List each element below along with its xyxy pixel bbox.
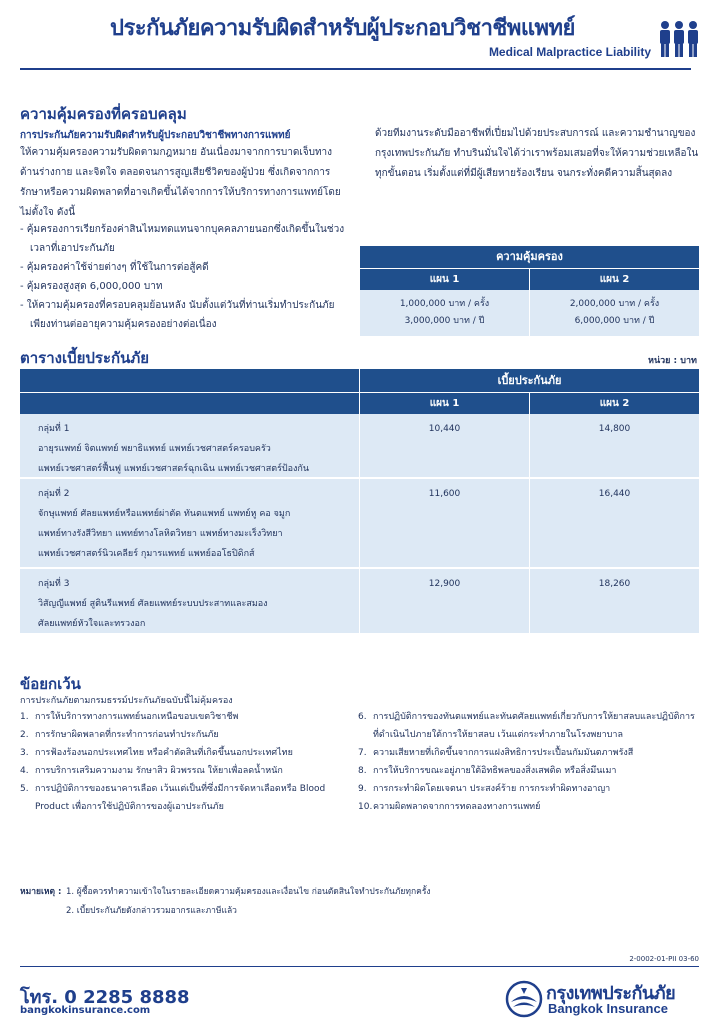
list-item-number: 7. (358, 748, 367, 758)
premium-group-description (20, 414, 359, 477)
exclusions-intro: การประกันภัยตามกรมธรรม์ประกันภัยฉบับนี้ไม่คุ้มครอง (20, 696, 233, 706)
premium-group-label: กลุ่มที่ 1 (38, 424, 70, 434)
premium-section-title: ตารางเบี้ยประกันภัย (20, 349, 150, 367)
coverage-col-plan2: แผน 2 (599, 274, 630, 285)
document-id: 2-0002-01-PII 03-60 (629, 955, 699, 963)
list-item-number: 8. (358, 766, 367, 776)
coverage-plan1-per-claim: 1,000,000 บาท / ครั้ง (399, 299, 490, 309)
note-text: 1. ผู้ซื้อควรทำความเข้าใจในรายละเอียดความคุ้มครองและเงื่อนไข ก่อนตัดสินใจทำประกันภัยทุกครั้ง (66, 887, 431, 897)
premium-group-label: กลุ่มที่ 2 (38, 489, 70, 499)
exclusions-list-right (358, 708, 698, 816)
exclusions-title: ข้อยกเว้น (20, 675, 81, 693)
logo-thai-text: กรุงเทพประกันภัย (546, 983, 676, 1004)
list-item-text: การกระทำผิดโดยเจตนา ประสงค์ร้าย การกระทำผิดทางอาญา (373, 784, 611, 794)
notes-block (20, 883, 431, 921)
list-item-text: การให้บริการขณะอยู่ภายใต้อิทธิพลของสิ่งเสพติด หรือสิ่งมึนเมา (373, 766, 617, 776)
premium-header-label: เบี้ยประกันภัย (359, 369, 699, 392)
list-item-text: การปฏิบัติการของธนาคารเลือด เว้นแต่เป็นที่ซึ่งมีการจัดหาเลือดหรือ Blood Product เพื่อการใช้ปฏิบัติการของผู้เอาประกันภัย (35, 784, 326, 812)
list-item (358, 708, 698, 744)
premium-group-line: อายุรแพทย์ จิตแพทย์ พยาธิแพทย์ แพทย์เวชศาสตร์ครอบครัว (38, 444, 271, 454)
note-text: 2. เบี้ยประกันภัยดังกล่าวรวมอากรและภาษีแล้ว (66, 906, 237, 916)
list-item (20, 744, 340, 762)
premium-table (20, 369, 699, 635)
logo-english-text: Bangkok Insurance (548, 1001, 668, 1016)
list-item-number: 2. (20, 730, 29, 740)
premium-group-line: แพทย์เวชศาสตร์ฟื้นฟู แพทย์เวชศาสตร์ฉุกเฉิน แพทย์เวชศาสตร์ป้องกัน (38, 464, 310, 474)
list-item (20, 708, 340, 726)
premium-plan2-value: 18,260 (529, 569, 699, 633)
footer-divider (20, 966, 699, 967)
table-row (20, 414, 699, 479)
list-item (20, 780, 340, 816)
premium-group-line: แพทย์เวชศาสตร์นิวเคลียร์ กุมารแพทย์ แพทย์ออโธปิดิกส์ (38, 549, 255, 559)
premium-unit-label: หน่วย : บาท (648, 356, 697, 366)
premium-group-description (20, 479, 359, 567)
bangkok-insurance-logo-icon (505, 980, 543, 1018)
page-title: ประกันภัยความรับผิดสำหรับผู้ประกอบวิชาชีพแพทย์ (110, 16, 575, 41)
people-group-icon (658, 20, 700, 58)
premium-group-label: กลุ่มที่ 3 (38, 579, 70, 589)
list-item (20, 726, 340, 744)
list-item-number: 6. (358, 712, 367, 722)
list-item-number: 5. (20, 784, 29, 794)
coverage-plan2-per-claim: 2,000,000 บาท / ครั้ง (569, 299, 660, 309)
premium-group-line: ศัลยแพทย์หัวใจและทรวงอก (38, 619, 146, 629)
premium-plan1-value: 12,900 (359, 569, 529, 633)
coverage-plan2-cell (530, 290, 699, 336)
notes-label: หมายเหตุ : (20, 887, 62, 897)
exclusions-list-left (20, 708, 340, 816)
premium-plan1-value: 11,600 (359, 479, 529, 567)
coverage-col-plan1: แผน 1 (360, 269, 530, 290)
list-item-text: การรักษาผิดพลาดที่กระทำการก่อนทำประกันภัย (35, 730, 219, 740)
list-item (20, 762, 340, 780)
table-row (20, 479, 699, 569)
list-item-number: 9. (358, 784, 367, 794)
list-item (358, 798, 698, 816)
premium-col-plan1: แผน 1 (359, 393, 529, 414)
list-item-text: ความเสียหายที่เกิดขึ้นจากการแฝงสิทธิการประเปื้อนกัมมันตภาพรังสี (373, 748, 634, 758)
coverage-subheading: การประกันภัยความรับผิดสำหรับผู้ประกอบวิชาชีพทางการแพทย์ (20, 130, 291, 141)
coverage-table-row (360, 290, 699, 336)
premium-group-line: จักษุแพทย์ ศัลยแพทย์หรือแพทย์ผ่าตัด ทันตแพทย์ แพทย์หู คอ จมูก (38, 509, 291, 519)
coverage-paragraph-left: ให้ความคุ้มครองความรับผิดตามกฎหมาย อันเนื่องมาจากการบาดเจ็บทางด้านร่างกาย และจิตใจ ตลอดจนการสูญเสียชีวิตของผู้ป่วย ซึ่งเกิดจากการรักษาหรือความผิดพลาดที่อาจเกิดขึ้นได้จากการให้บริการทางการแพทย์โดยไม่ตั้งใจ ดังนี้ (20, 147, 341, 218)
coverage-plan1-per-year: 3,000,000 บาท / ปี (404, 316, 485, 326)
coverage-bullet: - คุ้มครองค่าใช้จ่ายต่างๆ ที่ใช้ในการต่อสู้คดี (20, 262, 209, 273)
premium-plan2-value: 16,440 (529, 479, 699, 567)
table-row (20, 569, 699, 635)
list-item-text: การปฏิบัติการของทันตแพทย์และทันตศัลยแพทย์เกี่ยวกับการให้ยาสลบและปฏิบัติการที่ดำเนินไปภายใต้การให้ยาสลบ เว้นแต่กระทำภายในโรงพยาบาล (373, 712, 695, 740)
premium-group-line: วิสัญญีแพทย์ สูตินรีแพทย์ ศัลยแพทย์ระบบประสาทและสมอง (38, 599, 268, 609)
note-row (20, 902, 431, 921)
premium-plan1-value: 10,440 (359, 414, 529, 477)
premium-group-line: แพทย์ทางรังสีวิทยา แพทย์ทางโลหิตวิทยา แพทย์ทางมะเร็งวิทยา (38, 529, 283, 539)
premium-table-subheader (20, 392, 699, 414)
header-divider (20, 68, 691, 70)
page-subtitle: Medical Malpractice Liability (488, 45, 651, 59)
premium-table-header (20, 369, 699, 392)
list-item-number: 1. (20, 712, 29, 722)
list-item-text: ความผิดพลาดจากการทดลองทางการแพทย์ (373, 802, 541, 812)
list-item (358, 762, 698, 780)
coverage-table (360, 246, 699, 336)
coverage-plan1-cell (360, 290, 530, 336)
coverage-bullet: - คุ้มครองการเรียกร้องค่าสินไหมทดแทนจากบุคคลภายนอกซึ่งเกิดขึ้นในช่วงเวลาที่เอาประกันภัย (20, 224, 345, 254)
list-item-number: 3. (20, 748, 29, 758)
list-item-text: การบริการเสริมความงาม รักษาสิว ผิวพรรณ ให้ยาเพื่อลดน้ำหนัก (35, 766, 283, 776)
premium-group-description (20, 569, 359, 633)
coverage-section-title: ความคุ้มครองที่ครอบคลุม (20, 105, 187, 123)
coverage-paragraph-right: ด้วยทีมงานระดับมืออาชีพที่เปี่ยมไปด้วยประสบการณ์ และความชำนาญของกรุงเทพประกันภัย ทำบรินมั่นใจได้ว่าเราพร้อมเสมอที่จะให้ความช่วยเหลือในทุกขั้นตอน เริ่มตั้งแต่ที่มีผู้เสียหายร้องเรียน จนกระทั่งคดีความสิ้นสุดลง (375, 128, 699, 179)
website-link[interactable]: bangkokinsurance.com (20, 1005, 151, 1016)
coverage-bullet: - ให้ความคุ้มครองที่ครอบคลุมย้อนหลัง นับตั้งแต่วันที่ท่านเริ่มทำประกันภัยเพียงท่านต่ออายุความคุ้มครองอย่างต่อเนื่อง (20, 300, 335, 330)
list-item-number: 4. (20, 766, 29, 776)
premium-col-plan2: แผน 2 (529, 393, 699, 414)
list-item (358, 744, 698, 762)
coverage-table-header (360, 268, 699, 290)
list-item-text: การฟ้องร้องนอกประเทศไทย หรือคำตัดสินที่เกิดขึ้นนอกประเทศไทย (35, 748, 293, 758)
coverage-table-title: ความคุ้มครอง (360, 246, 699, 268)
coverage-plan2-per-year: 6,000,000 บาท / ปี (574, 316, 655, 326)
phone-number: โทร. 0 2285 8888 (20, 987, 190, 1008)
list-item-text: การให้บริการทางการแพทย์นอกเหนือขอบเขตวิชาชีพ (35, 712, 239, 722)
premium-plan2-value: 14,800 (529, 414, 699, 477)
list-item-number: 10. (358, 802, 373, 812)
coverage-bullet: - คุ้มครองสูงสุด 6,000,000 บาท (20, 281, 163, 292)
coverage-bullet-list (20, 220, 350, 334)
note-row (20, 883, 431, 902)
list-item (358, 780, 698, 798)
